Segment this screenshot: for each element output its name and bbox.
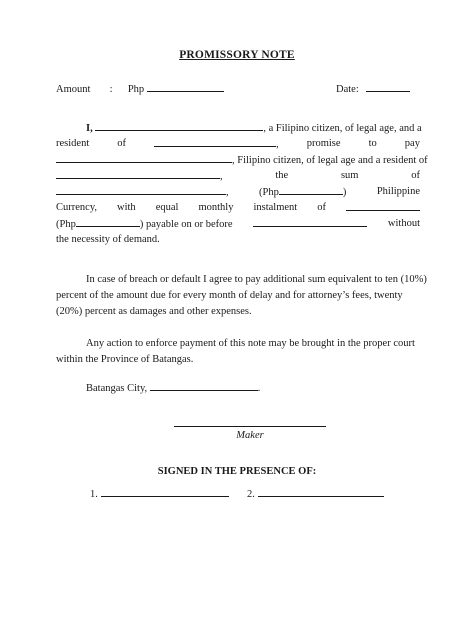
- debtor-residence-blank[interactable]: [154, 137, 276, 147]
- p1-l2-w5: to: [368, 138, 377, 149]
- instalment-words-blank[interactable]: [346, 201, 420, 211]
- debtor-name-blank[interactable]: [95, 121, 263, 131]
- p1-l5-comma: ,: [226, 187, 229, 198]
- witness-1: [90, 487, 229, 501]
- witness-2: [247, 487, 384, 501]
- maker-label: Maker: [236, 430, 264, 441]
- p1-l7-tail: without: [387, 218, 420, 229]
- p2-line-3: (20%) percent as damages and other expenses.: [56, 306, 252, 317]
- p1-line-3: [56, 153, 428, 167]
- date-blank[interactable]: [366, 82, 410, 92]
- creditor-name-blank[interactable]: [56, 153, 232, 163]
- creditor-residence-blank[interactable]: [56, 169, 220, 179]
- p2-line-2: percent of the amount due for every month of delay and for attorney’s fees, twenty: [56, 290, 403, 301]
- amount-blank[interactable]: [147, 82, 224, 92]
- p1-line-2: [56, 137, 420, 151]
- document-title: PROMISSORY NOTE: [179, 49, 295, 61]
- p1-line-4: [56, 169, 420, 183]
- amount-colon: :: [109, 84, 113, 95]
- p1-l6-w5: instalment: [253, 202, 298, 213]
- instalment-figures-blank[interactable]: [76, 217, 140, 227]
- p3-line-1: Any action to enforce payment of this note may be brought in the proper court: [86, 338, 415, 349]
- p1-line-8: the necessity of demand.: [56, 234, 160, 245]
- p1-l2-w3: ,: [276, 139, 279, 150]
- p1-l4-w2: the: [275, 170, 289, 181]
- amount-row: [56, 82, 224, 96]
- p1-l7-mid: ) payable on or before: [139, 219, 233, 230]
- sum-words-blank[interactable]: [56, 185, 226, 195]
- maker-signature-line[interactable]: [174, 426, 326, 427]
- p1-line-7: [56, 217, 420, 231]
- amount-label: Amount: [56, 84, 91, 95]
- p1-line-3-text: , Filipino citizen, of legal age and a resident of: [232, 155, 428, 166]
- p1-line-6: [56, 201, 420, 214]
- due-date-blank[interactable]: [253, 217, 367, 227]
- p1-l6-w2: with: [117, 202, 136, 213]
- date-row: [336, 82, 410, 96]
- p3-line-2: within the Province of Batangas.: [56, 354, 194, 365]
- p1-l2-w1: resident: [56, 138, 90, 149]
- p1-l4-w3: sum: [340, 170, 359, 181]
- witness-1-number: 1.: [90, 489, 98, 500]
- p1-line-1-text: , a Filipino citizen, of legal age, and a: [263, 123, 422, 134]
- p1-l7-open: (Php: [56, 219, 76, 230]
- p1-l4-w1: ,: [220, 171, 223, 182]
- p1-line-5: [56, 185, 420, 199]
- place-period: .: [257, 383, 261, 394]
- p2-line-1: In case of breach or default I agree to pay additional sum equivalent to ten (10%): [86, 274, 427, 285]
- sum-figures-blank[interactable]: [279, 185, 343, 195]
- witness-2-number: 2.: [247, 489, 255, 500]
- p1-l5-tail: Philippine: [376, 186, 420, 197]
- p1-l5-close: ): [342, 187, 347, 198]
- p1-l6-w3: equal: [155, 202, 179, 213]
- p1-l6-w6: of: [317, 202, 326, 213]
- p1-l6-w1: Currency,: [56, 202, 98, 213]
- place-row: [86, 381, 260, 395]
- place-date-blank[interactable]: [150, 381, 258, 391]
- p1-l2-w4: promise: [306, 138, 341, 149]
- amount-currency: Php: [127, 84, 145, 95]
- witness-1-blank[interactable]: [101, 487, 229, 497]
- p1-line-1: [86, 121, 422, 135]
- p1-l4-w4: of: [411, 170, 420, 181]
- witness-2-blank[interactable]: [258, 487, 384, 497]
- p1-i: I,: [86, 123, 93, 134]
- p1-l5-open: (Php: [259, 187, 279, 198]
- p1-l6-w4: monthly: [198, 202, 234, 213]
- place-label: Batangas City,: [86, 383, 148, 394]
- date-label: Date:: [336, 84, 359, 95]
- witness-heading: SIGNED IN THE PRESENCE OF:: [157, 466, 317, 477]
- p1-l2-w2: of: [117, 138, 127, 149]
- p1-l2-w6: pay: [404, 138, 420, 149]
